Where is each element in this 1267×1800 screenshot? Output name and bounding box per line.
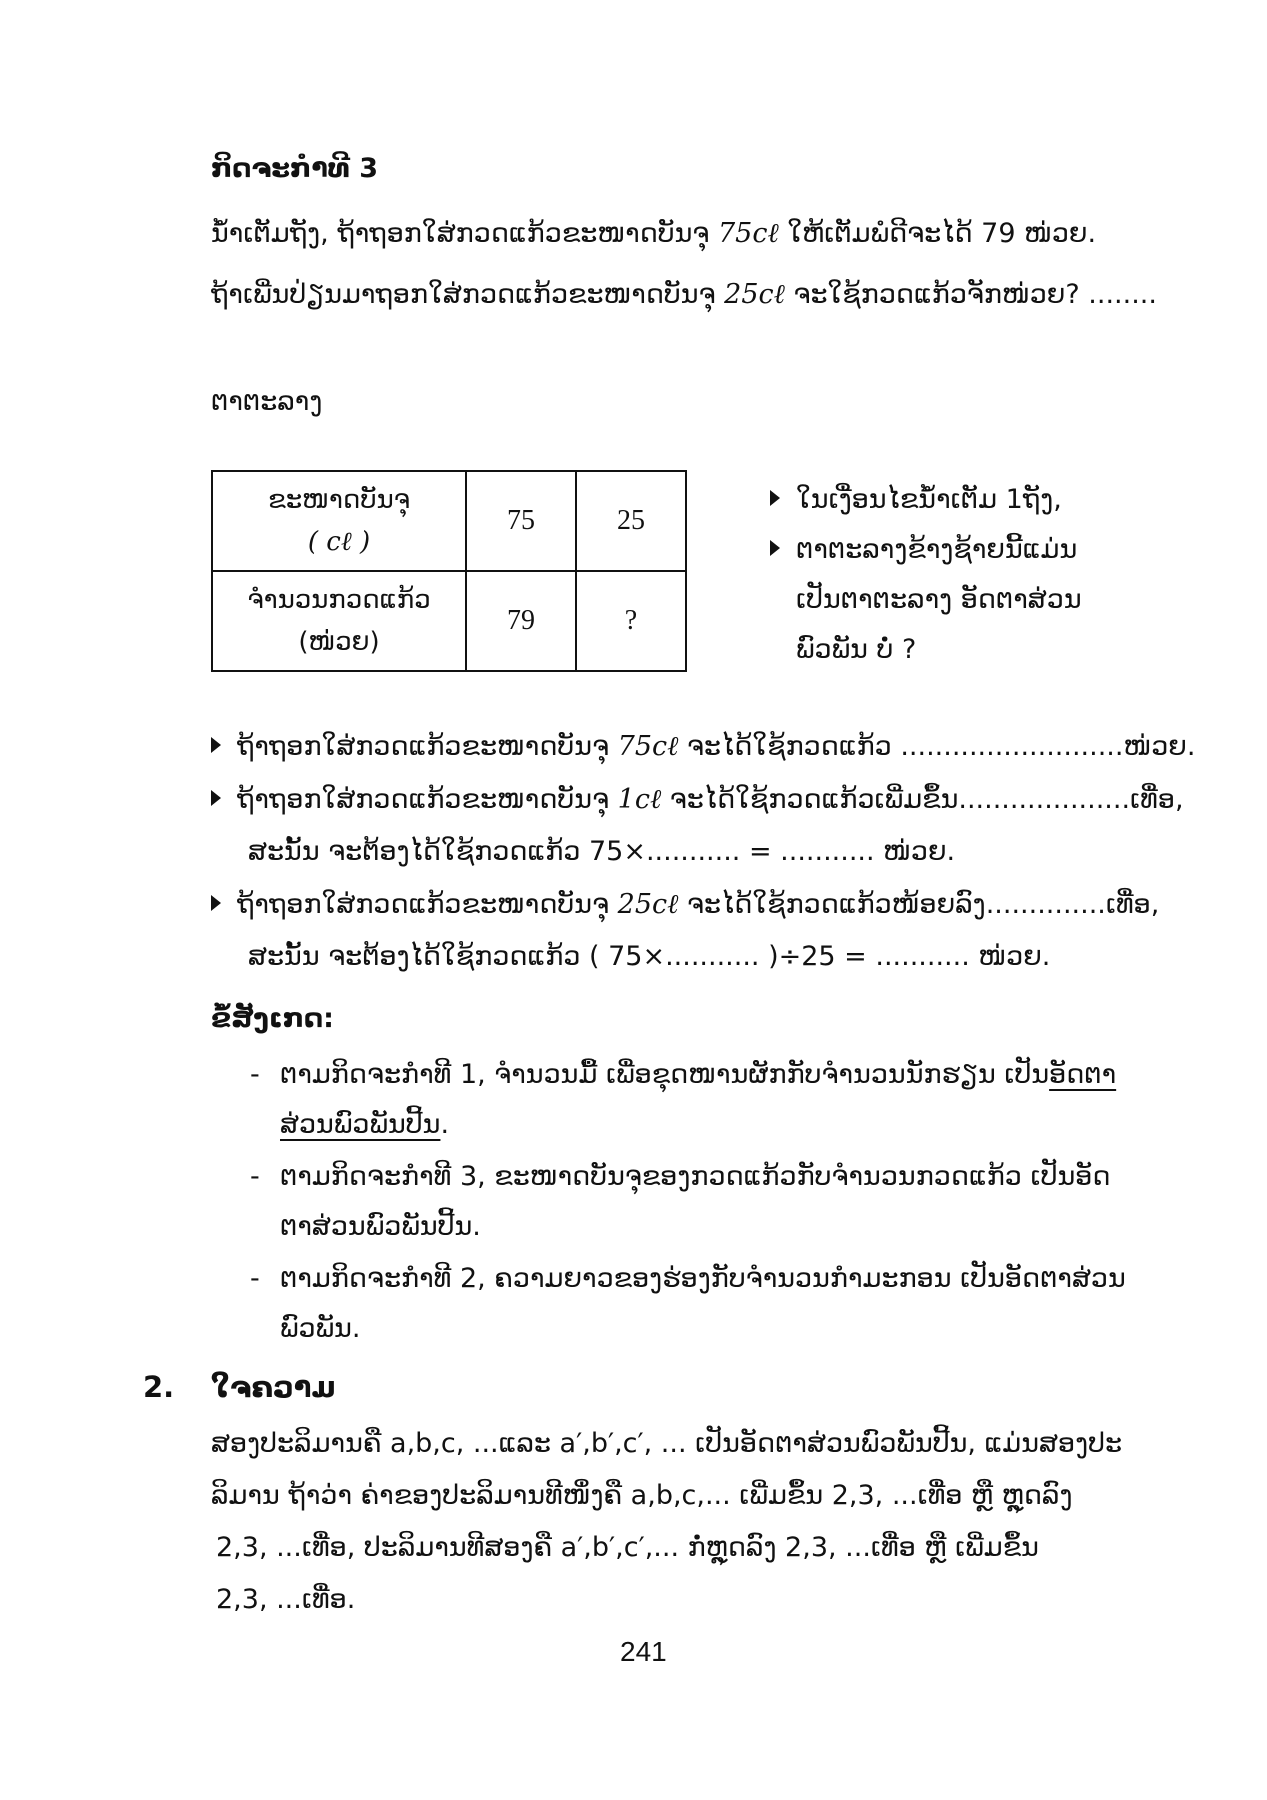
section-paragraph-line: 2,3, ...ເທື່ອ. — [216, 1584, 356, 1615]
section-paragraph-line: ລິມານ ຖ້າວ່າ ຄ່າຂອງປະລິມານທີໜຶ່ງຄື a,b,c,... ເພີ່ມຂຶ້ນ 2,3, ...ເທື່ອ ຫຼື ຫຼຸດລົງ — [211, 1480, 1073, 1511]
remark-text: ຕາມກິດຈະກຳທີ 3, ຂະໜາດບັນຈຸຂອງກວດແກ້ວກັບຈຳນວນກວດແກ້ວ ເປັນອັດ — [280, 1161, 1111, 1192]
step-text: ຖ້າຖອກໃສ່ກວດແກ້ວຂະໜາດບັນຈຸ — [237, 731, 610, 762]
row-header-line: ຂະໜາດບັນຈຸ — [267, 485, 411, 515]
problem-text: ຈະໃຊ້ກວດແກ້ວຈັກໜ່ວຍ? ........ — [793, 279, 1157, 310]
table-cell: 79 — [466, 571, 576, 671]
table-cell: ? — [576, 571, 686, 671]
capacity-value: 25cℓ — [724, 279, 785, 310]
table-caption: ຕາຕະລາງ — [211, 386, 323, 417]
table-cell: 75 — [466, 471, 576, 571]
triangle-bullet-icon — [770, 540, 780, 556]
remark-item-continuation: ພົວພັນ. — [280, 1313, 361, 1344]
step-2-line-2: ສະນັ້ນ ຈະຕ້ອງໄດ້ໃຊ້ກວດແກ້ວ 75×........... = ........... ໜ່ວຍ. — [248, 836, 956, 867]
capacity-value: 25cℓ — [617, 889, 679, 920]
remark-text: ຕາມກິດຈະກຳທີ 1, ຈຳນວນມື້ ເພື່ອຂຸດໜານຜັກກັບຈຳນວນນັກຮຽນ ເປັນ — [280, 1059, 1050, 1090]
row-header — [212, 471, 466, 571]
capacity-value: 75cℓ — [717, 218, 779, 249]
triangle-bullet-icon — [770, 490, 780, 506]
problem-line-1 — [211, 212, 1096, 256]
remark-item-continuation — [280, 1103, 449, 1147]
step-2 — [211, 778, 1184, 822]
side-note-continuation: ເປັນຕາຕະລາງ ອັດຕາສ່ວນ — [796, 584, 1082, 615]
section-paragraph-line: 2,3, ...ເທື່ອ, ປະລິມານທີສອງຄື a′,b′,c′,... ກໍ່ຫຼຸດລົງ 2,3, ...ເທື່ອ ຫຼື ເພີ່ມຂຶ້ນ — [216, 1532, 1039, 1563]
remark-item — [250, 1155, 1110, 1199]
step-3-line-2: ສະນັ້ນ ຈະຕ້ອງໄດ້ໃຊ້ກວດແກ້ວ ( 75×........... )÷25 = ........... ໜ່ວຍ. — [248, 941, 1051, 972]
section-number: 2. — [143, 1370, 175, 1404]
row-header-unit: ( cℓ ) — [307, 527, 371, 557]
section-title: ໃຈຄວາມ — [211, 1370, 336, 1404]
row-header — [212, 571, 466, 671]
side-note-continuation: ພົວພັນ ບໍ່ ? — [796, 634, 917, 665]
dash-bullet: - — [250, 1263, 260, 1294]
page-number: 241 — [620, 1636, 667, 1667]
ratio-table — [211, 470, 687, 672]
remark-item — [250, 1053, 1116, 1097]
table-cell: 25 — [576, 471, 686, 571]
side-note — [770, 478, 1062, 522]
section-paragraph-line: ສອງປະລິມານຄື a,b,c, ...ແລະ a′,b′,c′, ... ເປັນອັດຕາສ່ວນພົວພັນປີ້ນ, ແມ່ນສອງປະ — [211, 1428, 1123, 1459]
problem-text: ຖ້າເພີ່ນປ່ຽນມາຖອກໃສ່ກວດແກ້ວຂະໜາດບັນຈຸ — [211, 279, 716, 310]
remark-item-continuation: ຕາສ່ວນພົວພັນປີ້ນ. — [280, 1211, 481, 1242]
capacity-value: 1cℓ — [617, 784, 662, 815]
underlined-term: ສ່ວນພົວພັນປີ້ນ — [280, 1109, 441, 1140]
remark-text: ຕາມກິດຈະກຳທີ 2, ຄວາມຍາວຂອງຮ່ອງກັບຈຳນວນກຳມະກອນ ເປັນອັດຕາສ່ວນ — [280, 1263, 1126, 1294]
side-note-text: ໃນເງື່ອນໄຂນ້ຳເຕັມ 1ຖັງ, — [796, 484, 1062, 515]
step-1 — [211, 725, 1195, 769]
table-row — [212, 471, 686, 571]
problem-line-2 — [211, 273, 1157, 317]
capacity-value: 75cℓ — [617, 731, 679, 762]
dash-bullet: - — [250, 1059, 260, 1090]
remark-item — [250, 1257, 1126, 1301]
remark-text: . — [440, 1109, 450, 1140]
activity-title: ກິດຈະກຳທີ 3 — [211, 153, 379, 184]
problem-text: ນ້ຳເຕັມຖັງ, ຖ້າຖອກໃສ່ກວດແກ້ວຂະໜາດບັນຈຸ — [211, 218, 710, 249]
underlined-term: ອັດຕາ — [1049, 1059, 1117, 1090]
step-3 — [211, 883, 1159, 927]
side-note — [770, 528, 1077, 572]
triangle-bullet-icon — [211, 895, 221, 911]
dash-bullet: - — [250, 1161, 260, 1192]
triangle-bullet-icon — [211, 790, 221, 806]
step-text: ຖ້າຖອກໃສ່ກວດແກ້ວຂະໜາດບັນຈຸ — [237, 889, 610, 920]
triangle-bullet-icon — [211, 737, 221, 753]
side-note-text: ຕາຕະລາງຂ້າງຊ້າຍນີ້ແມ່ນ — [796, 534, 1078, 565]
table-row — [212, 571, 686, 671]
row-header-line: ຈຳນວນກວດແກ້ວ — [247, 585, 431, 615]
step-text: ຈະໄດ້ໃຊ້ກວດແກ້ວເພີ່ມຂຶ້ນ....................ເທື່ອ, — [669, 784, 1184, 815]
problem-text: ໃຫ້ເຕັມພໍດີຈະໄດ້ 79 ໜ່ວຍ. — [787, 218, 1097, 249]
step-text: ຈະໄດ້ໃຊ້ກວດແກ້ວໜ້ອຍລົງ..............ເທື່ອ, — [686, 889, 1160, 920]
row-header-unit: (ໜ່ວຍ) — [298, 627, 380, 657]
remarks-title: ຂໍ້ສັງເກດ: — [211, 1003, 334, 1034]
step-text: ຈະໄດ້ໃຊ້ກວດແກ້ວ ..........................ໜ່ວຍ. — [686, 731, 1196, 762]
step-text: ຖ້າຖອກໃສ່ກວດແກ້ວຂະໜາດບັນຈຸ — [237, 784, 610, 815]
